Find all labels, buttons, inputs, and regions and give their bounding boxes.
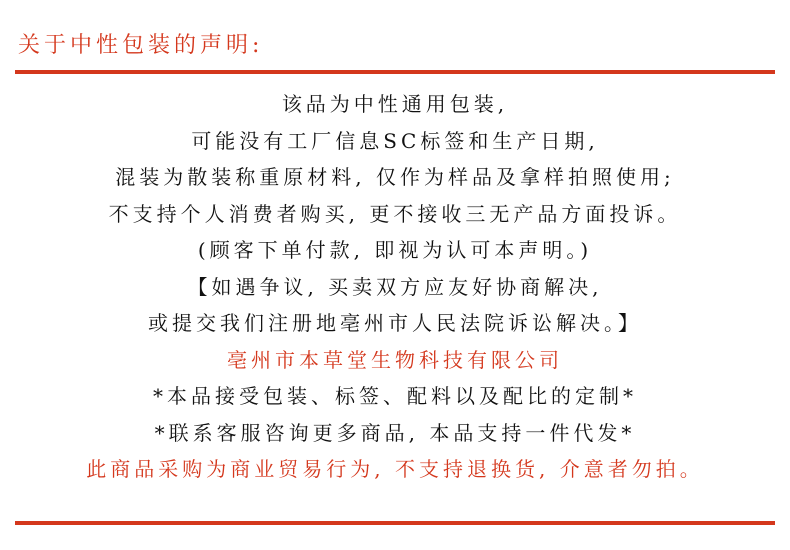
statement-line: 【如遇争议, 买卖双方应友好协商解决, xyxy=(187,274,603,299)
page-title: 关于中性包装的声明: xyxy=(18,33,264,58)
statement-line: (顾客下单付款, 即视为认可本声明。) xyxy=(197,238,593,262)
top-divider xyxy=(15,70,775,74)
company-name: 亳州市本草堂生物科技有限公司 xyxy=(227,347,563,372)
bottom-divider xyxy=(15,521,775,525)
statement-line: 或提交我们注册地亳州市人民法院诉讼解决。】 xyxy=(148,311,642,335)
statement-line: *联系客服咨询更多商品, 本品支持一件代发* xyxy=(154,420,636,445)
statement-line: 不支持个人消费者购买, 更不接收三无产品方面投诉。 xyxy=(108,201,682,226)
statement-line: 该品为中性通用包装, xyxy=(281,92,509,116)
no-return-notice: 此商品采购为商业贸易行为, 不支持退换货, 介意者勿拍。 xyxy=(86,457,704,481)
statement-body xyxy=(0,86,790,488)
statement-line: 混装为散装称重原材料, 仅作为样品及拿样拍照使用; xyxy=(115,165,675,189)
statement-line: *本品接受包装、标签、配料以及配比的定制* xyxy=(153,384,637,408)
statement-line: 可能没有工厂信息SC标签和生产日期, xyxy=(191,128,599,153)
